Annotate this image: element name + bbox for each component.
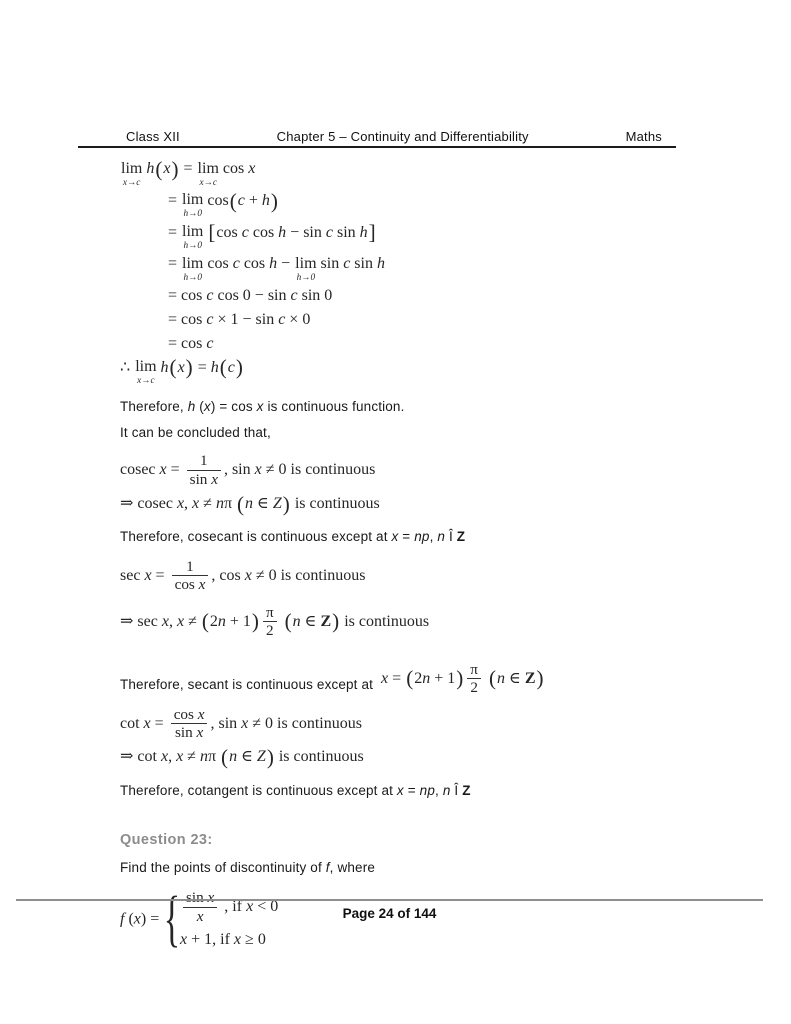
header-class-label: Class XII xyxy=(126,129,180,144)
math-variable: c xyxy=(206,287,214,305)
math-text: , xyxy=(184,495,193,513)
math-text: = xyxy=(179,160,197,177)
math-variable: x xyxy=(244,566,252,584)
page-header xyxy=(78,129,676,148)
math-variable: n xyxy=(496,669,505,687)
math-text: Therefore, xyxy=(120,399,188,415)
math-text: 2 xyxy=(209,612,218,630)
header-chapter-title: Chapter 5 – Continuity and Differentiability xyxy=(276,129,529,144)
math-variable: x xyxy=(176,748,184,766)
math-line-cos0-sin0 xyxy=(168,286,706,307)
math-text: sin xyxy=(320,255,344,273)
math-text: ≠ 0 is continuous xyxy=(248,714,362,732)
math-text: sin xyxy=(189,470,212,488)
limit-derivation-block xyxy=(120,156,706,387)
math-text: cos 0 − sin xyxy=(213,287,291,305)
math-variable: x xyxy=(233,930,242,948)
math-variable: x xyxy=(161,612,169,630)
math-text: = cos xyxy=(168,287,207,305)
equation-cot-domain xyxy=(120,747,706,768)
math-variable: x xyxy=(256,399,264,415)
math-variable: x xyxy=(391,528,399,544)
math-text: , if xyxy=(220,898,247,916)
math-text: sin 0 xyxy=(297,287,333,305)
equation-cosec-domain xyxy=(120,491,706,516)
math-variable: x xyxy=(196,724,204,742)
math-line-lim-hx xyxy=(120,156,706,188)
math-text: ≠ 0 is continuous xyxy=(251,566,366,584)
math-variable: x xyxy=(381,669,389,687)
math-text: sin xyxy=(350,255,377,273)
math-text: Î xyxy=(450,783,463,799)
math-variable: x xyxy=(197,705,205,723)
math-variable: c xyxy=(290,287,298,305)
math-variable: c xyxy=(206,334,214,352)
math-variable: n xyxy=(442,783,451,799)
math-delimiter: ) xyxy=(235,355,243,380)
math-text: + 1, if xyxy=(187,930,234,948)
math-text: cos xyxy=(207,191,229,209)
math-variable: x xyxy=(180,930,188,948)
math-text: cos xyxy=(222,160,249,177)
fraction xyxy=(171,706,208,742)
math-variable: Z xyxy=(272,495,282,513)
math-text: ⇒ cot xyxy=(120,748,161,766)
math-variable: c xyxy=(343,255,351,273)
left-brace: { xyxy=(163,885,181,954)
math-variable: c xyxy=(206,310,214,328)
math-text: ∈ xyxy=(504,669,525,687)
math-text: π xyxy=(265,603,274,621)
math-variable: x xyxy=(176,495,185,513)
limit-operator: lim x→c xyxy=(135,358,157,387)
math-variable: h xyxy=(146,160,155,177)
math-delimiter: ( xyxy=(155,156,163,181)
page-footer xyxy=(16,899,763,921)
math-delimiter: ( xyxy=(488,666,496,691)
math-variable: f xyxy=(325,860,330,876)
page-content xyxy=(120,156,706,957)
limit-operator: lim x→c xyxy=(197,159,219,188)
math-bold-symbol: Z xyxy=(320,612,332,630)
math-text: < 0 xyxy=(253,898,279,916)
math-text: , sin xyxy=(210,714,242,732)
math-text: , xyxy=(429,528,438,544)
math-text: + 1 xyxy=(430,669,456,687)
math-text: 1 xyxy=(186,557,194,575)
math-variable: x xyxy=(396,783,404,799)
math-text: × 1 − sin xyxy=(213,310,279,328)
question-heading: Question 23: xyxy=(120,832,213,849)
math-text: sin xyxy=(186,889,208,907)
math-variable: n xyxy=(437,528,446,544)
math-text: π xyxy=(223,495,237,513)
math-text: 2 xyxy=(265,622,274,640)
math-text: is continuous function. xyxy=(263,399,405,415)
math-variable: x xyxy=(207,889,215,907)
page-number: Page 24 of 144 xyxy=(342,906,437,921)
math-line-lim-split xyxy=(168,254,706,283)
math-variable: x xyxy=(198,576,206,594)
math-text: , xyxy=(435,783,443,799)
math-text: is continuous xyxy=(340,612,430,630)
math-text: cos xyxy=(216,223,242,241)
math-variable: h xyxy=(359,223,368,241)
math-text: ) = xyxy=(140,910,164,928)
math-text: cos xyxy=(207,255,233,273)
math-delimiter: ( xyxy=(221,745,229,770)
math-text: × 0 xyxy=(285,310,311,328)
math-variable: c xyxy=(232,255,240,273)
paragraph-secant-conclusion: Therefore, secant is continuous except at xyxy=(120,676,374,692)
math-text: + 1 xyxy=(225,612,251,630)
math-variable: h xyxy=(187,399,196,415)
math-text: ∴ xyxy=(120,358,135,376)
math-variable: c xyxy=(227,358,235,376)
math-delimiter: ) xyxy=(266,745,274,770)
limit-operator: lim h→0 xyxy=(182,223,204,252)
math-text: = cos xyxy=(168,334,207,352)
math-variable: x xyxy=(177,358,185,376)
math-variable: h xyxy=(278,223,287,241)
math-text: = xyxy=(150,714,168,732)
math-variable: c xyxy=(278,310,286,328)
math-text: cos xyxy=(248,223,279,241)
math-text: 2 xyxy=(470,679,478,697)
math-text: = xyxy=(166,461,184,479)
math-delimiter: ( xyxy=(237,491,245,516)
math-text: − sin xyxy=(286,223,326,241)
math-text: , sin xyxy=(223,461,255,479)
math-text: , cos xyxy=(211,566,245,584)
limit-operator: lim h→0 xyxy=(295,254,317,283)
math-delimiter: ) xyxy=(171,156,179,181)
fraction xyxy=(467,661,481,697)
math-variable: x xyxy=(144,566,152,584)
math-variable: h xyxy=(210,358,219,376)
equation-cot-definition xyxy=(120,706,706,742)
math-text: ∈ xyxy=(253,495,273,513)
math-variable: x xyxy=(133,910,141,928)
math-text: = xyxy=(398,528,415,544)
math-text: 1 xyxy=(200,452,208,470)
math-text: − xyxy=(277,255,295,273)
math-variable: n xyxy=(292,612,301,630)
math-text: ( xyxy=(124,910,134,928)
fraction xyxy=(187,452,221,488)
math-text: ⇒ cosec xyxy=(120,495,177,513)
equation-sec-definition xyxy=(120,558,706,594)
math-variable: n xyxy=(217,612,226,630)
math-delimiter: ) xyxy=(270,188,278,213)
math-delimiter: ( xyxy=(219,355,227,380)
math-variable: x xyxy=(192,495,200,513)
math-variable: x xyxy=(159,461,167,479)
math-text: is continuous xyxy=(290,495,380,513)
math-bold-symbol: Z xyxy=(524,669,536,687)
math-text: π xyxy=(207,748,221,766)
math-text: ≠ xyxy=(183,748,200,766)
question-prompt xyxy=(120,860,706,877)
math-variable: x xyxy=(196,907,204,925)
math-text: = xyxy=(151,566,169,584)
math-line-times1-times0 xyxy=(168,310,706,331)
math-delimiter: ( xyxy=(284,609,292,634)
math-text: ∈ xyxy=(237,748,257,766)
secant-conclusion-row xyxy=(120,658,706,697)
limit-operator: lim x→c xyxy=(121,159,143,188)
math-variable: x xyxy=(143,714,151,732)
math-line-cos-c xyxy=(168,334,706,355)
math-variable: n xyxy=(229,748,238,766)
math-variable: n xyxy=(245,495,254,513)
math-text: is continuous xyxy=(274,748,364,766)
paragraph-h-continuous xyxy=(120,399,706,416)
math-text: cot xyxy=(120,714,144,732)
math-delimiter: ) xyxy=(251,609,259,634)
math-delimiter: ) xyxy=(536,666,544,691)
math-variable: np xyxy=(414,528,430,544)
math-delimiter: ] xyxy=(368,220,376,245)
math-text: ≠ 0 is continuous xyxy=(261,461,376,479)
math-variable: c xyxy=(237,191,245,209)
fraction xyxy=(172,558,209,594)
math-text: ≠ xyxy=(199,495,216,513)
paragraph-concluded: It can be concluded that, xyxy=(120,425,271,441)
math-text: = xyxy=(168,223,182,241)
math-delimiter: ( xyxy=(229,188,237,213)
math-variable: h xyxy=(160,358,169,376)
math-text: , where xyxy=(329,860,375,876)
math-text: cos xyxy=(173,705,198,723)
paragraph-cosecant-conclusion xyxy=(120,529,706,546)
math-variable: x xyxy=(160,748,169,766)
math-variable: np xyxy=(419,783,435,799)
math-variable: c xyxy=(241,223,249,241)
math-text: = xyxy=(403,783,420,799)
piecewise-case xyxy=(180,930,278,951)
math-text: Find the points of discontinuity of xyxy=(120,860,326,876)
math-variable: Z xyxy=(256,748,266,766)
math-variable: x xyxy=(203,399,211,415)
math-text: ( xyxy=(195,399,204,415)
math-text: cos xyxy=(174,576,199,594)
math-text: ) = cos xyxy=(210,399,257,415)
math-variable: c xyxy=(325,223,333,241)
math-text: ≠ xyxy=(184,612,201,630)
math-text: Therefore, cosecant is continuous except at xyxy=(120,528,392,544)
math-text: 2 xyxy=(414,669,423,687)
math-variable: h xyxy=(261,191,270,209)
math-text: ≥ 0 xyxy=(241,930,266,948)
math-delimiter: ( xyxy=(169,355,177,380)
fraction xyxy=(263,604,277,640)
math-text: = xyxy=(168,191,182,209)
math-variable: h xyxy=(269,255,278,273)
limit-operator: lim h→0 xyxy=(182,254,204,283)
header-subject-label: Maths xyxy=(625,129,662,144)
math-text: , xyxy=(168,748,177,766)
equation-sec-domain xyxy=(120,604,706,640)
math-text: Therefore, cotangent is continuous except at xyxy=(120,783,397,799)
paragraph-cotangent-conclusion xyxy=(120,783,706,800)
math-text: = xyxy=(193,358,211,376)
math-variable: x xyxy=(241,714,249,732)
math-variable: x xyxy=(246,898,254,916)
math-line-lim-cos-ch xyxy=(168,188,706,220)
math-bold-symbol: Z xyxy=(456,528,466,544)
math-text: Î xyxy=(445,528,457,544)
math-variable: x xyxy=(176,612,185,630)
math-variable: h xyxy=(376,255,385,273)
math-delimiter: ( xyxy=(406,666,414,691)
math-variable: n xyxy=(199,748,208,766)
math-variable: n xyxy=(422,669,431,687)
math-text: cosec xyxy=(120,461,160,479)
math-text: π xyxy=(470,660,478,678)
math-text: = xyxy=(168,255,182,273)
math-variable: x xyxy=(248,160,256,177)
math-delimiter: [ xyxy=(208,220,216,245)
math-delimiter: ) xyxy=(456,666,464,691)
equation-cosec-definition xyxy=(120,452,706,488)
math-bold-symbol: Z xyxy=(462,783,471,799)
math-text: , xyxy=(168,612,177,630)
math-text: sec xyxy=(120,566,145,584)
header-rule xyxy=(78,146,676,148)
secant-conclusion-math xyxy=(381,661,544,697)
header-row xyxy=(78,129,676,144)
limit-operator: lim h→0 xyxy=(182,191,204,220)
math-line-therefore-lim xyxy=(120,355,706,387)
math-variable: x xyxy=(254,461,262,479)
math-text: sin xyxy=(174,724,197,742)
math-variable: n xyxy=(215,495,224,513)
math-line-lim-expansion xyxy=(168,220,706,252)
math-delimiter: ) xyxy=(282,491,290,516)
math-delimiter: ) xyxy=(332,609,340,634)
math-variable: f xyxy=(120,910,125,928)
math-variable: x xyxy=(163,160,171,177)
math-text: cos xyxy=(239,255,270,273)
math-variable: x xyxy=(211,470,218,488)
math-delimiter: ( xyxy=(201,609,209,634)
footer-rule xyxy=(16,899,763,901)
math-text: = cos xyxy=(168,310,207,328)
math-text: ⇒ sec xyxy=(120,612,162,630)
math-text: + xyxy=(244,191,262,209)
math-text: sin xyxy=(332,223,360,241)
math-text: ∈ xyxy=(300,612,321,630)
math-text: = xyxy=(388,669,406,687)
math-delimiter: ) xyxy=(185,355,193,380)
